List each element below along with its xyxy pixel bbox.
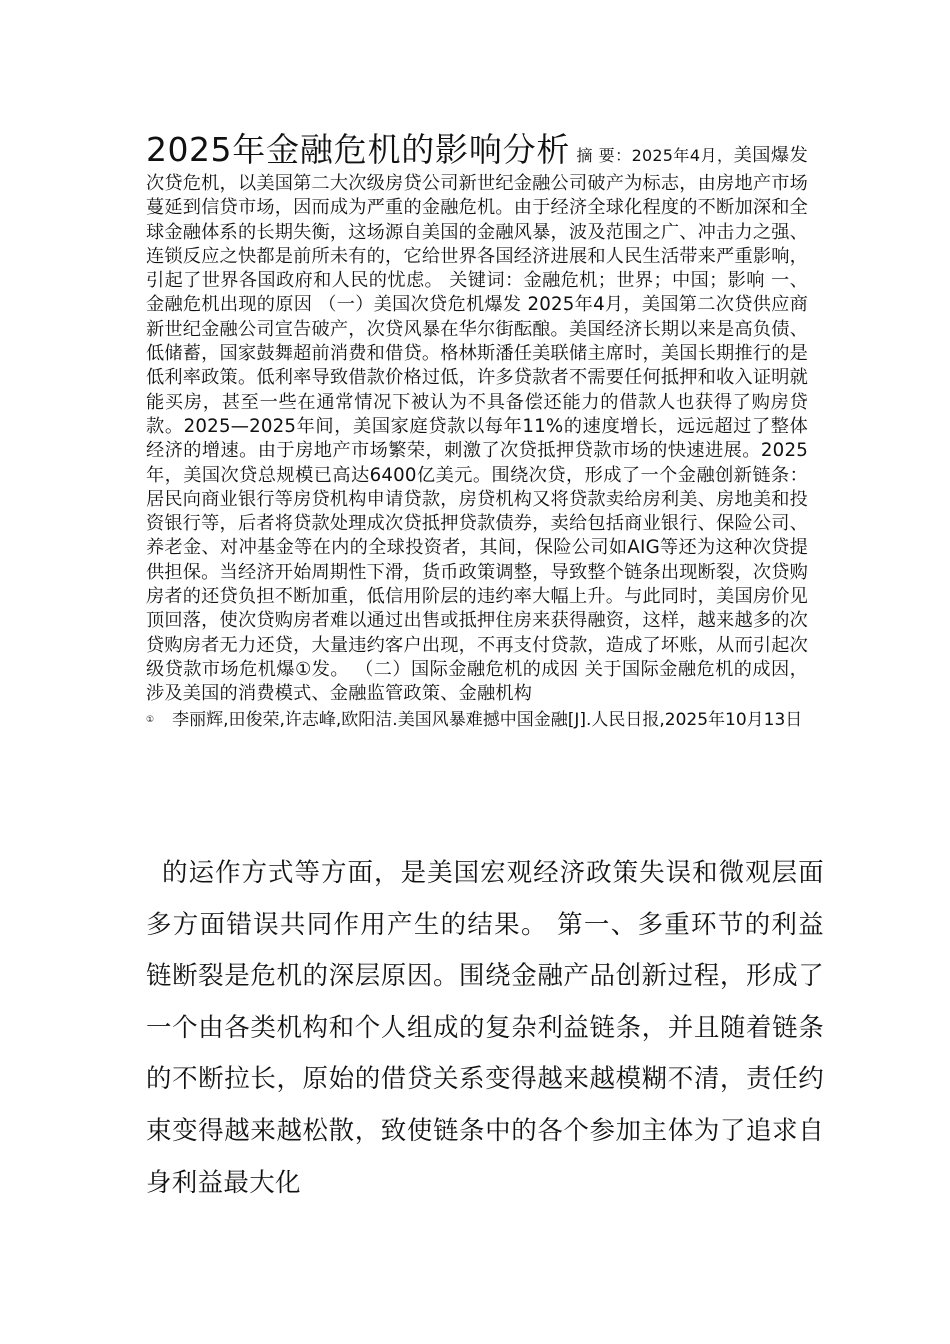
body-text-1: 美国爆发次贷危机，以美国第二大次级房贷公司新世纪金融公司破产为标志，由房地产市场蔓延到信贷市场，因而成为严重的金融危机。由于经济全球化程度的不断加深和全球金融体系的长期失衡，这场源自美国的金融风暴，波及范围之广、冲击力之强、连锁反应之快都是前所未有的，它给世界各国经济进展和人民生活带来严重影响，引起了世界各国政府和人民的忧虑。 关键词：金融危机；世界；中国；影响 一、金融危机出现的原因 （一）美国次贷危机爆发 2025年4月，美国第二次贷供应商新世纪金融公司宣告破产，次贷风暴在华尔街酝酿。美国经济长期以来是高负债、低储蓄，国家鼓舞超前消费和借贷。格林斯潘任美联储主席时，美国长期推行的是低利率政策。低利率导致借款价格过低，许多贷款者不需要任何抵押和收入证明就能买房，甚至一些在通常情况下被认为不具备偿还能力的借款人也获得了购房贷款。2025—2025年间，美国家庭贷款以每年11%的速度增长，远远超过了整体经济的增速。由于房地产市场繁荣，刺激了次贷抵押贷款市场的快速进展。2025年，美国次贷总规模已高达6400亿美元。围绕次贷，形成了一个金融创新链条：居民向商业银行等房贷机构申请贷款，房贷机构又将贷款卖给房利美、房地美和投资银行等，后者将贷款处理成次贷抵押贷款债券，卖给包括商业银行、保险公司、养老金、对冲基金等在内的全球投资者，其间，保险公司如AIG等还为这种次贷提供担保。当经济开始周期性下滑，货币政策调整，导致整个链条出现断裂，次贷购房者的还贷负担不断加重，低信用阶层的违约率大幅上升。与此同时，美国房价见顶回落，使次贷购房者难以通过出售或抵押住房来获得融资，这样，越来越多的次贷购房者无力还贷，大量违约客户出现，不再支付贷款，造成了坏账，从而引起次级贷款市场危机爆 — [146, 145, 808, 680]
footnote — [146, 709, 808, 731]
footnote-reference: ① — [294, 658, 312, 680]
body-paragraph-2: 的运作方式等方面，是美国宏观经济政策失误和微观层面多方面错误共同作用产生的结果。 第一、多重环节的利益链断裂是危机的深层原因。围绕金融产品创新过程，形成了一个由各类机构和个人组成的复杂利益链条，并且随着链条的不断拉长，原始的借贷关系变得越来越模糊不清，责任约束变得越来越松散，致使链条中的各个参加主体为了追求自身利益最大化 — [146, 858, 824, 1198]
body-paragraph-1 — [146, 128, 808, 707]
first-section — [146, 128, 808, 731]
second-section — [146, 848, 824, 1209]
document-title: 2025年金融危机的影响分析 — [146, 130, 571, 169]
abstract-lead: 摘 要：2025年4月， — [576, 146, 734, 165]
body-text-1-tail: 发。 （二）国际金融危机的成因 关于国际金融危机的成因，涉及美国的消费模式、金融监管政策、金融机构 — [146, 658, 808, 705]
footnote-text: 李丽辉,田俊荣,许志峰,欧阳洁.美国风暴难撼中国金融[J].人民日报,2025年10月13日 — [172, 709, 803, 730]
footnote-marker: ① — [146, 714, 155, 725]
